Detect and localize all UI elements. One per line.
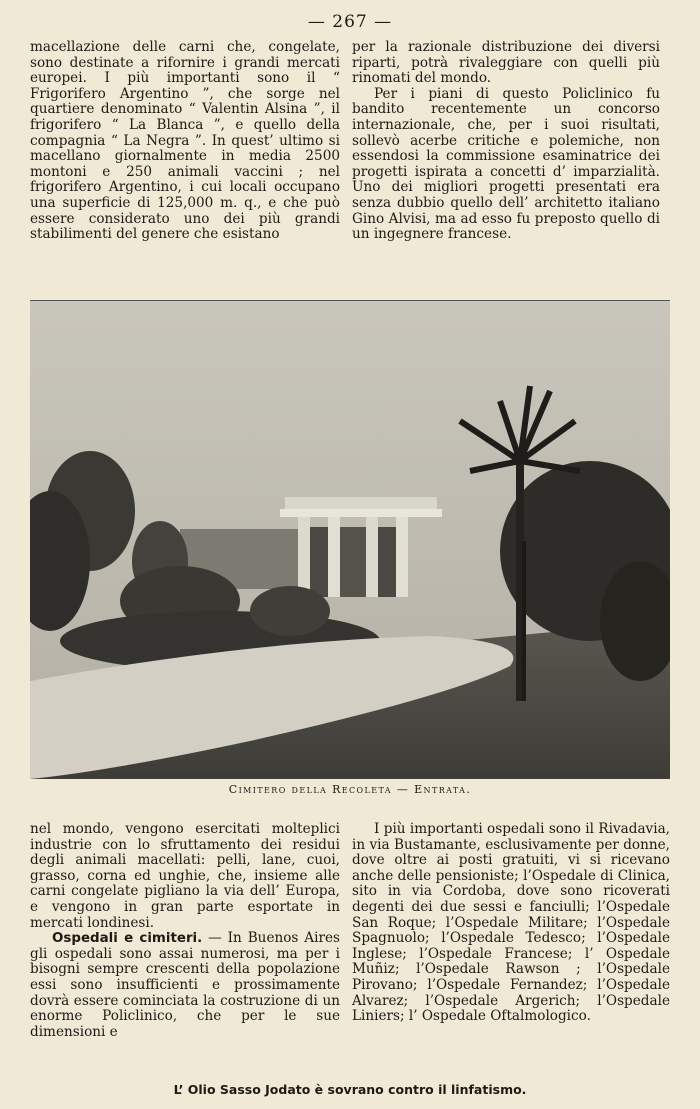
section-body: — In Buenos Aires gli ospedali sono assai numerosi, ma per i bisogni sempre crescenti della popolazione essi sono insufficienti e prossimamente dovrà essere cominciata la costruzione di un enorme Policlinico, che per le sue dimensioni e xyxy=(30,930,340,1040)
bottom-left-paragraph-1: nel mondo, vengono esercitati molteplici industrie con lo sfruttamento dei residui degli animali macellati: pelli, lane, cuoi, grasso, corna ed unghie, che, insieme alle carni congelate pigliano la via dell’ Europa, e vengono in gran parte esportate in mercati londinesi. xyxy=(30,821,340,931)
section-heading: Ospedali e cimiteri. xyxy=(52,931,203,947)
top-left-column xyxy=(30,40,340,243)
bottom-right-paragraph: I più importanti ospedali sono il Rivadavia, in via Bustamante, esclusivamente per donne, dove oltre ai posti gratuiti, vi si ricevano anche delle pensioniste; l’Ospedale di Clinica, sito in via Cordoba, dove sono ricoverati degenti dei due sessi e fanciulli; l’Ospedale San Roque; l’Ospedale Militare; l’Ospedale Spagnuolo; l’Ospedale Tedesco; l’Ospedale Inglese; l’Ospedale Francese; l’ Ospedale Muñiz; l’Ospedale Rawson ; l’Ospedale Pirovano; l’Ospedale Fernandez; l’Ospedale Alvarez; l’Ospedale Argerich; l’Ospedale Liniers; l’ Ospedale Oftalmologico. xyxy=(352,821,670,1025)
top-right-paragraph-1: per la razionale distribuzione dei diversi riparti, potrà rivaleggiare con quelli più rinomati del mondo. xyxy=(352,39,660,87)
photo-caption: Cimitero della Recoleta — Entrata. xyxy=(228,783,472,796)
top-right-column xyxy=(352,40,660,243)
bottom-left-paragraph-2 xyxy=(30,931,340,1040)
bottom-right-column xyxy=(352,822,670,1025)
advertisement-footer: L’ Olio Sasso Jodato è sovrano contro il linfatismo. xyxy=(173,1082,527,1097)
page-number: — 267 — xyxy=(307,12,393,32)
top-left-paragraph: macellazione delle carni che, congelate, sono destinate a rifornire i grandi mercati europei. I più importanti sono il “ Frigorifero Argentino ”, che sorge nel quartiere denominato “ Valentin Alsina ”, il frigorifero “ La Blanca ”, e quello della compagnia “ La Negra ”. In quest’ ultimo si macellano giornalmente in media 2500 montoni e 250 animali vaccini ; nel frigorifero Argentino, i cui locali occupano una superficie di 125,000 m. q., e che può essere considerato uno dei più grandi stabilimenti del genere che esistano xyxy=(30,39,340,243)
cemetery-entrance-illustration xyxy=(30,301,670,779)
top-right-paragraph-2: Per i piani di questo Policlinico fu bandito recentemente un concorso internazionale, che, per i suoi risultati, sollevò acerbe critiche e polemiche, non essendosi la commissione esaminatrice dei progetti ispirata a concetti d’ imparzialità. Uno dei migliori progetti presentati era senza dubbio quello dell’ architetto italiano Gino Alvisi, ma ad esso fu preposto quello di un ingegnere francese. xyxy=(352,85,660,243)
bottom-left-column xyxy=(30,822,340,1040)
recoleta-photo xyxy=(30,300,670,779)
